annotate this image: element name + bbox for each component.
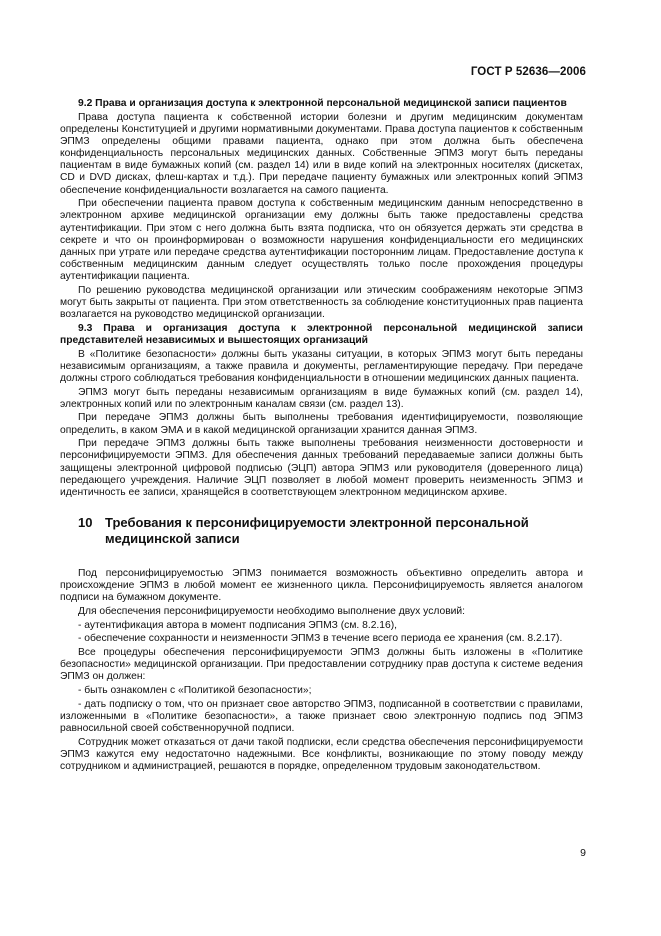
paragraph: По решению руководства медицинской организации или этическим соображениям некоторые ЭПМЗ могут быть закрыты от пациента. При этом ответственность за соблюдение конституционных прав пациента возлагается на руководство медицинской организации. <box>60 284 583 321</box>
subsection-title-9-2: 9.2 Права и организация доступа к электронной персональной медицинской записи пациентов <box>78 98 567 109</box>
paragraph: Сотрудник может отказаться от дачи такой подписки, если средства обеспечения персонифицируемости ЭПМЗ кажутся ему недостаточно надежными. Все конфликты, возникающие по этому поводу между сотрудником и администрацией, решаются в порядке, определенном трудовым законодательством. <box>60 736 583 772</box>
section-number: 10 <box>78 515 93 530</box>
list-item: - обеспечение сохранности и неизменности ЭПМЗ в течение всего периода ее хранения (см. 8.2.17). <box>78 633 563 645</box>
document-body <box>60 98 583 775</box>
section-title-10 <box>60 515 583 546</box>
list-item: - быть ознакомлен с «Политикой безопасности»; <box>78 684 312 696</box>
page-number: 9 <box>580 847 586 859</box>
paragraph: При обеспечении пациента правом доступа к собственным медицинским данным непосредственно в электронном архиве медицинской организации ему должны быть также предоставлены средства аутентификации. При этом с него должна быть взята подписка, что он обязуется держать эти средства в секрете и что он проинформирован о возможности нарушения конфиденциальности его медицинских данных при утрате или передаче средства аутентификации посторонним лицам. Предоставление доступа к собственным медицинским данным следует осуществлять только после прохождения процедуры аутентификации пациента. <box>60 198 583 283</box>
section-title-line-1: Требования к персонифицируемости электронной персональной <box>105 515 529 530</box>
paragraph: Под персонифицируемостью ЭПМЗ понимается возможность объективно определить автора и происхождение ЭПМЗ в любой момент ее жизненного цикла. Персонифицируемость является аналогом подписи на бумажном документе. <box>60 568 583 604</box>
paragraph: Все процедуры обеспечения персонифицируемости ЭПМЗ должны быть изложены в «Политике безопасности» медицинской организации. При предоставлении сотруднику прав доступа к системе ведения ЭПМЗ он должен: <box>60 646 583 683</box>
subsection-title-9-3: 9.3 Права и организация доступа к электронной персональной медицинской записи представителей независимых и вышестоящих организаций <box>60 322 583 346</box>
paragraph: В «Политике безопасности» должны быть указаны ситуации, в которых ЭПМЗ могут быть переданы независимым организациям, а также правила и документы, регламентирующие передачу. При передаче должны строго соблюдаться требования конфиденциальности в отношении медицинских данных пациента. <box>60 348 583 384</box>
paragraph: При передаче ЭПМЗ должны быть также выполнены требования неизменности достоверности и персонифицируемости ЭПМЗ. Для обеспечения данных требований передаваемые записи должны быть защищены электронной цифровой подписью (ЭЦП) автора ЭПМЗ или руководителя (доверенного лица) передающего учреждения. Наличие ЭЦП позволяет в любой момент проверить неизменность ЭПМЗ и идентичность ее записи, хранящейся в соответствующем электронном медицинском архиве. <box>60 438 583 498</box>
list-item: - дать подписку о том, что он признает свое авторство ЭПМЗ, подписанной в соответствии с правилами, изложенными в «Политике безопасности», а также признает свою электронную подпись под ЭПМЗ равносильной своей собственноручной подписи. <box>60 698 583 734</box>
paragraph: Права доступа пациента к собственной истории болезни и другим медицинским документам определены Конституцией и другими нормативными документами. Права доступа пациентов к собственным ЭПМЗ определены общими правами пациента, однако при этом должна быть обеспечена конфиденциальность персональных медицинских данных. Собственные ЭПМЗ могут быть переданы пациентам в виде бумажных копий (см. раздел 14) или в виде копий на электронных носителях (дискетах, CD и DVD дисках, флеш-картах и т.д.). При передаче пациенту бумажных или электронных копий ЭПМЗ обеспечение конфиденциальности возлагается на самого пациента. <box>60 111 583 196</box>
paragraph: ЭПМЗ могут быть переданы независимым организациям в виде бумажных копий (см. раздел 14), электронных копий или по электронным каналам связи (см. раздел 13). <box>60 386 583 410</box>
document-code: ГОСТ Р 52636—2006 <box>470 66 586 78</box>
list-item: - аутентификация автора в момент подписания ЭПМЗ (см. 8.2.16), <box>78 619 398 631</box>
paragraph: Для обеспечения персонифицируемости необходимо выполнение двух условий: <box>78 605 466 617</box>
paragraph: При передаче ЭПМЗ должны быть выполнены требования идентифицируемости, позволяющие определить, в каком ЭМА и в какой медицинской организации хранится данная ЭПМЗ. <box>60 412 583 436</box>
section-title-line-2: медицинской записи <box>105 530 240 546</box>
